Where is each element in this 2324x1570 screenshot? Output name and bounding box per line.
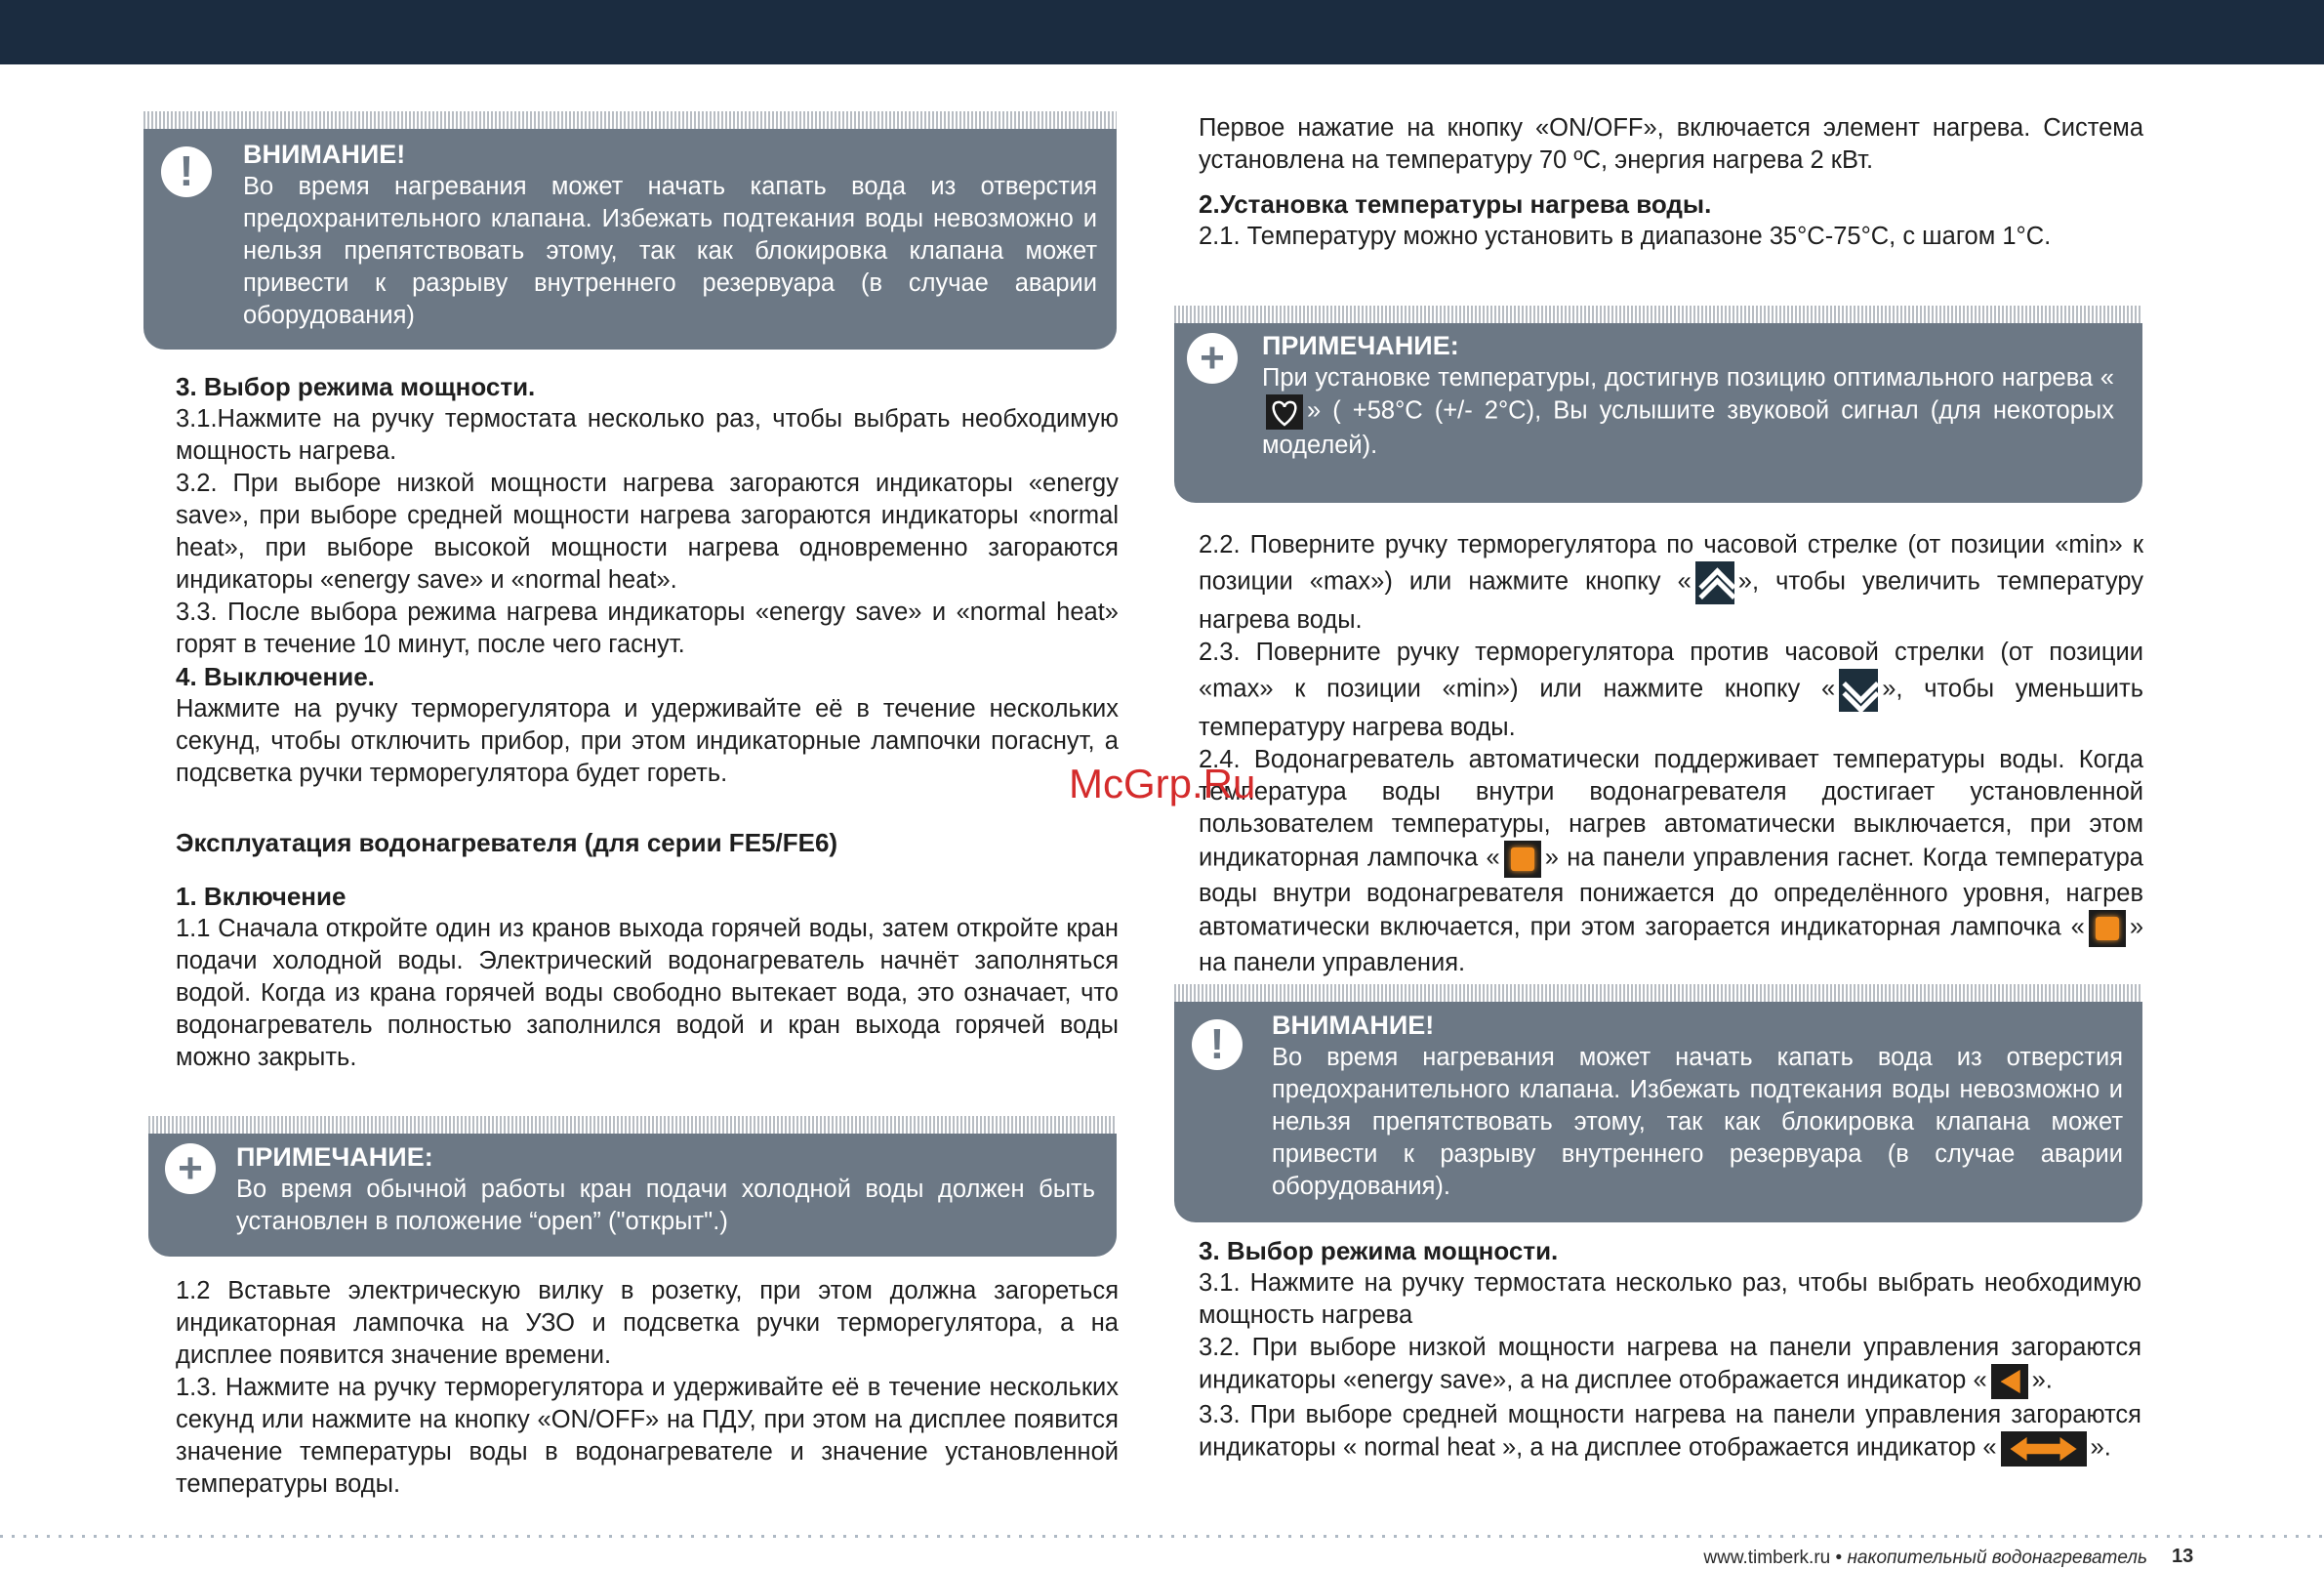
note-text [1262,362,2114,462]
notice-strip [1174,984,2142,1002]
power-mode-heading-right: 3. Выбор режима мощности. [1199,1236,1559,1265]
note-title: ПРИМЕЧАНИЕ: [1262,331,1459,360]
exclamation-icon: ! [1192,1019,1243,1070]
warning-text: Во время нагревания может начать капать вода из отверстия предохранительного клапана. Избежать подтекания воды невозможно и нельзя препятствовать этому, так как блокировка клапана может привести к разрыву внутреннего резервуара (в случае аварии оборудования). [1272,1044,2123,1200]
right-column-bottom [1199,1235,2141,1467]
low-power-indicator-icon [1991,1364,2028,1399]
warning-title: ВНИМАНИЕ! [1272,1011,1435,1040]
footer-site-link[interactable]: www.timberk.ru [1703,1548,1831,1568]
exclamation-icon: ! [161,146,212,197]
paragraph-3-1: 3.1.Нажмите на ручку термостата несколько раз, чтобы выбрать необходимую мощность нагрева. [176,405,1119,465]
paragraph-3-3-right-b: ». [2090,1433,2111,1462]
note-title: ПРИМЕЧАНИЕ: [236,1142,433,1172]
paragraph-2-2-a: 2.2. Поверните ручку терморегулятора по часовой стрелке (от позиции «min» к позиции «max») или нажмите кнопку « [1199,531,2143,596]
heating-lamp-icon [1504,841,1541,878]
paragraph-3-1-right: 3.1. Нажмите на ручку термостата несколько раз, чтобы выбрать необходимую мощность нагрева [1199,1269,2141,1329]
paragraph-2-1: 2.1. Температуру можно установить в диапазоне 35°С-75°С, с шагом 1°С. [1199,223,2052,250]
paragraph-3-3-right-a: 3.3. При выборе средней мощности нагрева на панели управления загораются индикаторы « normal heat », а на дисплее отображается индикатор « [1199,1401,2141,1462]
note-text-b: » ( +58°С (+/- 2°С), Вы услышите звуковой сигнал (для некоторых моделей). [1262,396,2114,459]
left-column-bottom [176,1275,1119,1501]
paragraph-2-2 [1199,529,2143,637]
notice-strip [148,1116,1117,1134]
left-column-top [176,371,1119,1074]
paragraph-3-3-right [1199,1399,2141,1467]
heating-lamp-icon [2089,910,2126,947]
paragraph-3-2-right-b: ». [2031,1366,2053,1394]
plus-icon: + [165,1143,216,1194]
right-column-top [1199,112,2143,253]
footer-separator: • [1830,1548,1848,1568]
warning-box-left [143,111,1117,350]
paragraph-2-4-b: » на панели управления гаснет. Когда температура воды внутри водонагревателя понижается до определённого уровня, нагрев автоматически включается, при этом загорается индикаторная лампочка « [1199,844,2143,941]
power-mode-heading: 3. Выбор режима мощности. [176,372,536,401]
switch-on-heading: 1. Включение [176,882,347,911]
footer [1562,1547,2147,1570]
warning-box-right [1174,984,2142,1222]
paragraph-2-4 [1199,744,2143,979]
note-box-right [1174,306,2142,503]
notice-strip [1174,306,2142,323]
warning-title: ВНИМАНИЕ! [243,140,406,169]
paragraph-2-3-a: 2.3. Поверните ручку терморегулятора против часовой стрелки (от позиции «max» к позиции «min») или нажмите кнопку « [1199,639,2143,703]
footer-dotted-line [0,1535,2324,1538]
paragraph-1-2: 1.2 Вставьте электрическую вилку в розетку, при этом должна загореться индикаторная лампочка на УЗО и подсветка ручки терморегулятора, а на дисплее появится значение времени. [176,1277,1119,1369]
note-text: Во время обычной работы кран подачи холодной воды должен быть установлен в положение “open” ("открыт".) [236,1176,1095,1235]
paragraph-1-3: 1.3. Нажмите на ручку терморегулятора и удерживайте её в течение нескольких секунд или нажмите на кнопку «ON/OFF» на ПДУ, при этом на дисплее появится значение температуры воды в водонагревателе и значение установленной температуры воды. [176,1374,1119,1498]
paragraph-2-4-c: » на панели управления. [1199,913,2143,976]
watermark: McGrp.Ru [1069,761,1256,806]
shutdown-heading: 4. Выключение. [176,662,375,691]
top-header-bar [0,0,2324,64]
paragraph-3-2-right-a: 3.2. При выборе низкой мощности нагрева на панели управления загораются индикаторы «energy save», а на дисплее отображается индикатор « [1199,1334,2141,1394]
paragraph-2-4-a: 2.4. Водонагреватель автоматически поддерживает температуры воды. Когда температура воды внутри водонагревателя достигает установленной пользователем температуры, нагрев автоматически выключается, при этом индикаторная лампочка « [1199,746,2143,872]
notice-strip [143,111,1117,129]
paragraph-2-3-b: », чтобы уменьшить температуру нагрева воды. [1199,675,2143,741]
warning-text: Во время нагревания может начать капать вода из отверстия предохранительного клапана. Избежать подтекания воды невозможно и нельзя препятствовать этому, так как блокировка клапана может привести к разрыву внутреннего резервуара (в случае аварии оборудования) [243,173,1097,329]
paragraph-3-2: 3.2. При выборе низкой мощности нагрева загораются индикаторы «energy save», при выборе средней мощности нагрева загораются индикаторы «normal heat», при выборе высокой мощности нагрева одновременно загораются индикаторы «energy save» и «normal heat». [176,470,1119,594]
increase-temp-button[interactable] [1695,561,1734,604]
paragraph-2-2-b: », чтобы увеличить температуру нагрева воды. [1199,567,2143,634]
paragraph-2-3 [1199,637,2143,744]
page-number: 13 [2172,1546,2194,1567]
medium-power-indicator-icon [2001,1431,2087,1467]
shutdown-text: Нажмите на ручку терморегулятора и удерживайте её в течение нескольких секунд, чтобы отключить прибор, при этом индикаторные лампочки погаснут, а подсветка ручки терморегулятора будет гореть. [176,695,1119,787]
footer-description: накопительный водонагреватель [1847,1548,2147,1568]
plus-icon: + [1187,333,1238,384]
paragraph-3-2-right [1199,1332,2141,1399]
intro-text: Первое нажатие на кнопку «ON/OFF», включается элемент нагрева. Система установлена на температуру 70 ºС, энергия нагрева 2 кВт. [1199,114,2143,174]
right-column-middle [1199,529,2143,979]
heart-icon [1266,394,1303,430]
temp-heading: 2.Установка температуры нагрева воды. [1199,189,1712,219]
paragraph-1-1: 1.1 Сначала откройте один из кранов выхода горячей воды, затем откройте кран подачи холодной воды. Электрический водонагреватель начнёт заполняться водой. Когда из крана горячей воды свободно вытекает вода, это означает, что водонагреватель полностью заполнился водой и кран выхода горячей воды можно закрыть. [176,915,1119,1071]
section-title: Эксплуатация водонагревателя (для серии FE5/FE6) [176,828,838,857]
decrease-temp-button[interactable] [1839,669,1878,712]
note-text-a: При установке температуры, достигнув позицию оптимального нагрева « [1262,364,2114,392]
note-box-left [148,1116,1117,1257]
paragraph-3-3: 3.3. После выбора режима нагрева индикаторы «energy save» и «normal heat» горят в течение 10 минут, после чего гаснут. [176,599,1119,658]
